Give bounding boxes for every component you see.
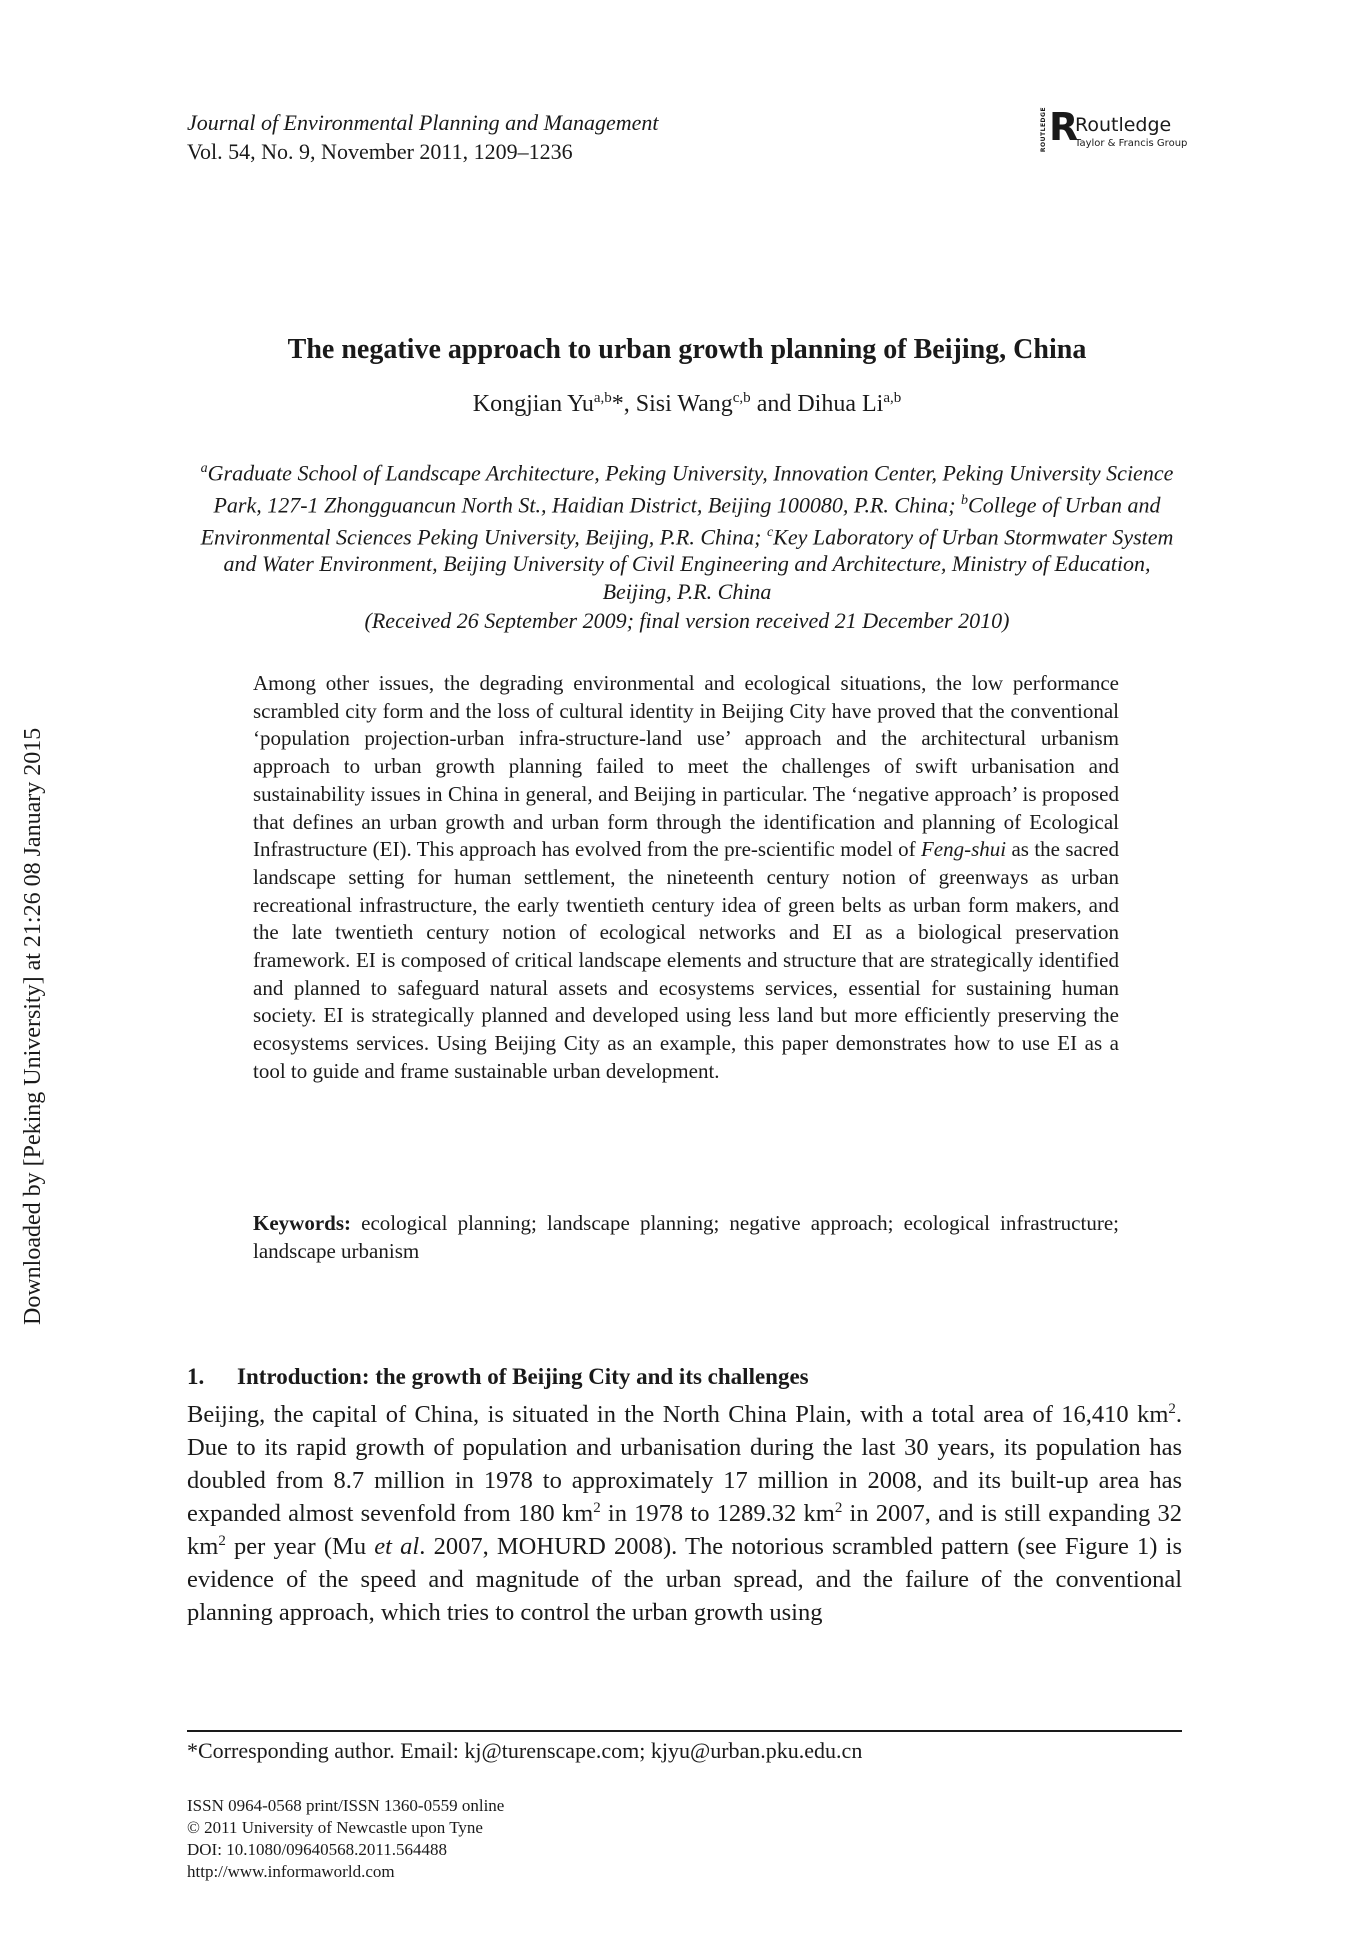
author-name: Kongjian Yu	[472, 391, 594, 417]
received-dates: (Received 26 September 2009; final version received 21 December 2010)	[364, 608, 1010, 633]
affil-text: Graduate School of Landscape Architecture, Peking University, Innovation Center, Peking University Science Park, 127-1 Zhongguancun North St., Haidian District, Beijing 100080, P.R. China;	[207, 460, 1174, 518]
section-number: 1.	[187, 1364, 205, 1389]
author-name: Dihua Li	[797, 391, 884, 417]
doi-line: DOI: 10.1080/09640568.2011.564488	[187, 1840, 448, 1859]
abstract: Among other issues, the degrading environmental and ecological situations, the low performance scrambled city form and the loss of cultural identity in Beijing City have proved that the conventional ‘population projection-urban infra-structure-land use’ approach and the architectural urbanism approach to urban growth planning failed to meet the challenges of swift urbanisation and sustainability issues in China in general, and Beijing in particular. The ‘negative approach’ is proposed that defines an urban growth and urban form through the identification and planning of Ecological Infrastructure (EI). This approach has evolved from the pre-scientific model of Feng-shui as the sacred landscape setting for human settlement, the nineteenth century notion of greenways as urban recreational infrastructure, the early twentieth century idea of green belts as urban form makers, and the late twentieth century notion of ecological networks and EI as a biological preservation framework. EI is composed of critical landscape elements and structure that are strategically identified and planned to safeguard natural assets and ecosystems services, essential for sustaining human society. EI is strategically planned and developed using less land but more efficiently preserving the ecosystems services. Using Beijing City as an example, this paper demonstrates how to use EI as a tool to guide and frame sustainable urban development.	[253, 671, 1119, 1083]
routledge-mark-icon: ROUTLEDGE	[1040, 106, 1048, 153]
download-note: Downloaded by [Peking University] at 21:26 08 January 2015	[20, 727, 46, 1325]
publication-info	[187, 1795, 504, 1883]
publisher-name: Routledge	[1075, 114, 1172, 136]
keywords-list: ecological planning; landscape planning; negative approach; ecological infrastructure; landscape urbanism	[253, 1211, 1119, 1263]
website-link[interactable]: http://www.informaworld.com	[187, 1862, 395, 1881]
publisher-logo	[1035, 105, 1195, 158]
author-affil-sup: a,b	[593, 390, 612, 406]
issn-line: ISSN 0964-0568 print/ISSN 1360-0559 online	[187, 1796, 505, 1815]
section-title: Introduction: the growth of Beijing City and its challenges	[237, 1364, 809, 1389]
author-separator: ,	[623, 391, 636, 417]
affil-sup: c	[766, 524, 774, 540]
publisher-group: Taylor & Francis Group	[1075, 138, 1188, 149]
keywords-label: Keywords:	[253, 1211, 351, 1235]
routledge-r-icon: R	[1049, 105, 1079, 149]
author-affil-sup: c,b	[732, 390, 751, 406]
author-separator: and	[750, 391, 798, 417]
affil-sup: a	[200, 461, 208, 476]
journal-name: Journal of Environmental Planning and Management	[187, 110, 659, 135]
footnote-divider	[187, 1730, 1182, 1732]
journal-header	[187, 108, 659, 166]
author-affil-sup: a,b	[883, 390, 902, 406]
download-watermark	[0, 0, 50, 1953]
affil-text: College of Urban and Environmental Sciences Peking University, Beijing, P.R. China;	[200, 492, 1161, 549]
section-heading	[187, 1364, 809, 1390]
keywords	[253, 1210, 1119, 1265]
author-name: Sisi Wang	[635, 391, 733, 417]
affil-sup: b	[961, 492, 969, 508]
affiliations	[187, 455, 1187, 605]
corresponding-mark: *	[611, 391, 624, 417]
abstract-italic: Feng-shui	[920, 837, 1007, 862]
article-title: The negative approach to urban growth planning of Beijing, China	[287, 334, 1087, 365]
copyright-line: © 2011 University of Newcastle upon Tyne	[187, 1818, 483, 1837]
author-list	[187, 390, 1187, 418]
corresponding-author-footnote: *Corresponding author. Email: kj@turenscape.com; kjyu@urban.pku.edu.cn	[187, 1738, 863, 1763]
affil-text: Key Laboratory of Urban Stormwater System and Water Environment, Beijing University of Civil Engineering and Architecture, Ministry of Education, Beijing, P.R. China	[223, 523, 1174, 604]
body-paragraph: Beijing, the capital of China, is situated in the North China Plain, with a total area of 16,410 $km^2$. Due to its rapid growth of population and urbanisation during the last 30 years, its population has doubled from 8.7 million in 1978 to approximately 17 million in 2008, and its built-up area has expanded almost sevenfold from 180 $km^2$ in 1978 to 1289.32 $km^2$ in 2007, and is still expanding 32 $km^2$ per year (Mu et al. 2007, MOHURD 2008). The notorious scrambled pattern (see Figure 1) is evidence of the speed and magnitude of the urban spread, and the failure of the conventional planning approach, which tries to control the urban growth using	[187, 1400, 1183, 1626]
journal-volume: Vol. 54, No. 9, November 2011, 1209–1236	[187, 139, 573, 164]
